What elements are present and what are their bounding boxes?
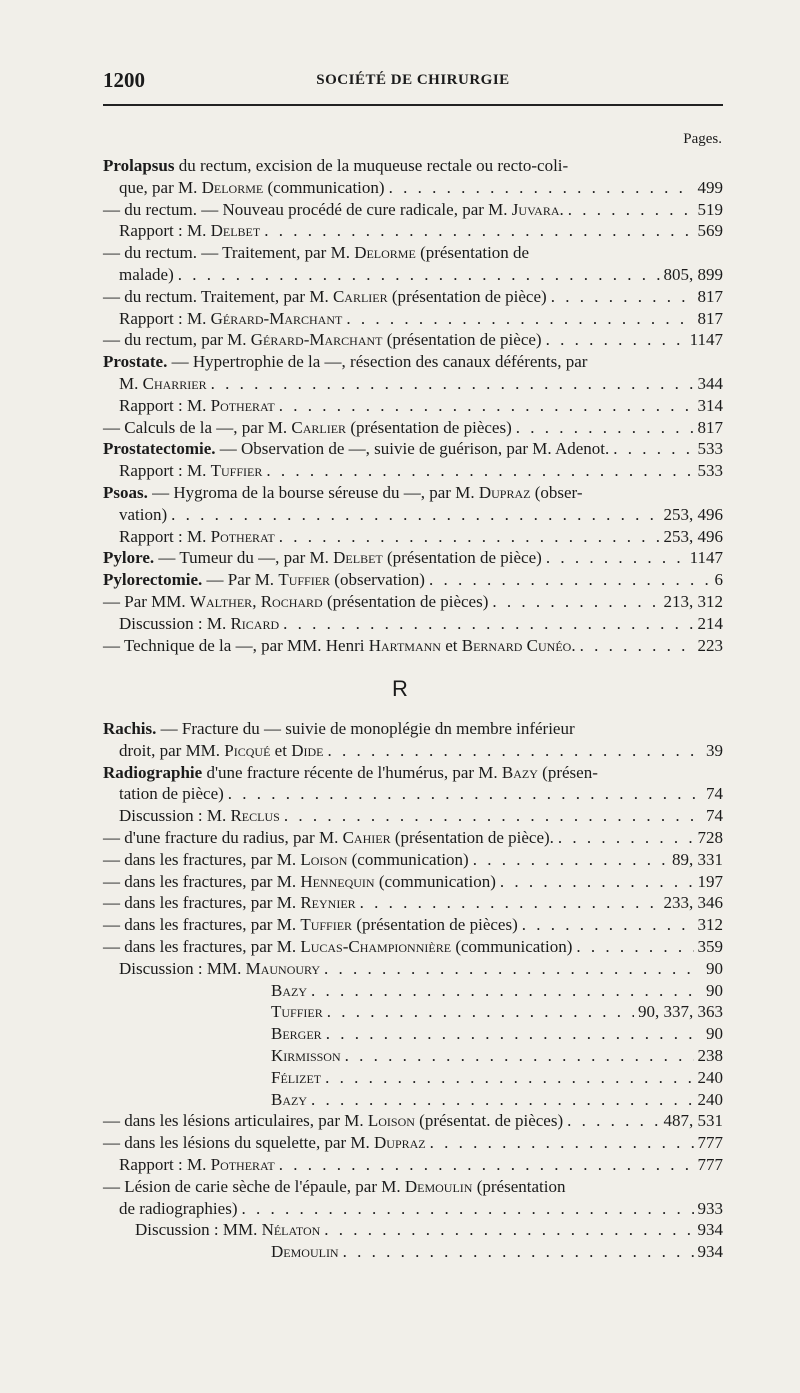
- entry-text: de radiographies): [119, 1198, 238, 1218]
- entry-pages: 213, 312: [663, 591, 723, 611]
- header-rule: [103, 104, 723, 106]
- entry-text: — du rectum. — Nouveau procédé de cure radicale, par M. Juvara.: [103, 199, 564, 219]
- index-entry: [103, 762, 723, 806]
- dot-leader: [311, 1089, 693, 1111]
- entry-text: Pylore. — Tumeur du —, par M. Delbet (présentation de pièce): [103, 548, 542, 568]
- entry-pages: 74: [706, 784, 723, 804]
- entry-pages: 533: [697, 439, 723, 459]
- entry-text: Discussion : M. Reclus: [119, 806, 280, 826]
- entry-text: — d'une fracture du radius, par M. Cahier (présentation de pièce).: [103, 827, 554, 847]
- entry-text: Demoulin: [271, 1242, 339, 1262]
- entry-text: — dans les fractures, par M. Loison (communication): [103, 849, 469, 869]
- entry-pages: 89, 331: [672, 849, 723, 869]
- index-entry: [103, 827, 723, 849]
- entry-pages: 777: [697, 1133, 723, 1153]
- index-entry: [103, 1067, 723, 1089]
- dot-leader: [311, 980, 702, 1002]
- entry-pages: 777: [697, 1154, 723, 1174]
- entry-text: — dans les fractures, par M. Hennequin (communication): [103, 871, 496, 891]
- entry-pages: 90: [706, 1024, 723, 1044]
- dot-leader: [473, 849, 668, 871]
- dot-leader: [522, 914, 694, 936]
- page-number: 1200: [103, 68, 145, 92]
- entry-text: M. Charrier: [119, 373, 207, 393]
- entry-pages: 1147: [689, 548, 723, 568]
- entry-text: — dans les fractures, par M. Tuffier (présentation de pièces): [103, 915, 518, 935]
- entry-pages: 933: [697, 1198, 723, 1218]
- index-entry: [103, 613, 723, 635]
- entry-pages: 90, 337, 363: [638, 1002, 723, 1022]
- index-entry: [103, 1089, 723, 1111]
- dot-leader: [343, 1241, 694, 1263]
- index-entry: [103, 718, 723, 762]
- entry-pages: 90: [706, 980, 723, 1000]
- index-entry: [103, 482, 723, 526]
- entry-text: Berger: [271, 1024, 322, 1044]
- entry-pages: 817: [697, 308, 723, 328]
- dot-leader: [516, 417, 694, 439]
- entry-pages: 240: [697, 1089, 723, 1109]
- entry-pages: 314: [697, 395, 723, 415]
- dot-leader: [500, 871, 694, 893]
- entry-text: — Lésion de carie sèche de l'épaule, par M. Demoulin (présentation: [103, 1176, 566, 1196]
- index-entry: [103, 805, 723, 827]
- dot-leader: [325, 1067, 693, 1089]
- dot-leader: [279, 1154, 694, 1176]
- entry-text: Prolapsus du rectum, excision de la muqueuse rectale ou recto-coli-: [103, 156, 569, 175]
- index-entry: [103, 286, 723, 308]
- entry-text: Rapport : M. Potherat: [119, 395, 275, 415]
- entry-pages: 817: [697, 417, 723, 437]
- dot-leader: [324, 958, 702, 980]
- dot-leader: [558, 827, 694, 849]
- index-section-r: [103, 718, 723, 1263]
- entry-pages: 805, 899: [663, 264, 723, 284]
- entry-text: Rapport : M. Potherat: [119, 1154, 275, 1174]
- dot-leader: [430, 1132, 694, 1154]
- entry-pages: 344: [697, 373, 723, 393]
- index-entry: [103, 980, 723, 1002]
- index-section-p: [103, 155, 723, 656]
- entry-pages: 6: [714, 570, 723, 590]
- entry-text: que, par M. Delorme (communication): [119, 177, 385, 197]
- dot-leader: [327, 1001, 634, 1023]
- entry-text: vation): [119, 504, 168, 524]
- index-entry: [103, 635, 723, 657]
- dot-leader: [266, 460, 693, 482]
- entry-text: Prostatectomie. — Observation de —, suivie de guérison, par M. Adenot.: [103, 439, 610, 459]
- dot-leader: [346, 308, 693, 330]
- entry-text: Discussion : M. Ricard: [119, 613, 280, 633]
- dot-leader: [327, 740, 702, 762]
- index-entry: [103, 1176, 723, 1220]
- dot-leader: [324, 1219, 693, 1241]
- entry-text: — du rectum, par M. Gérard-Marchant (présentation de pièce): [103, 330, 542, 350]
- entry-pages: 817: [697, 286, 723, 306]
- entry-pages: 519: [697, 199, 723, 219]
- entry-pages: 74: [706, 806, 723, 826]
- entry-text: Rachis. — Fracture du — suivie de monoplégie dn membre inférieur: [103, 719, 575, 738]
- entry-pages: 728: [697, 827, 723, 847]
- entry-pages: 197: [697, 871, 723, 891]
- dot-leader: [178, 264, 660, 286]
- dot-leader: [345, 1045, 694, 1067]
- index-entry: [103, 1154, 723, 1176]
- entry-text: Radiographie d'une fracture récente de l'humérus, par M. Bazy (présen-: [103, 762, 598, 782]
- dot-leader: [241, 1198, 693, 1220]
- index-entry: [103, 199, 723, 221]
- dot-leader: [551, 286, 694, 308]
- index-entry: [103, 1110, 723, 1132]
- entry-pages: 312: [697, 915, 723, 935]
- entry-text: — dans les lésions du squelette, par M. Dupraz: [103, 1133, 426, 1153]
- entry-text: Bazy: [271, 980, 308, 1000]
- entry-text: Rapport : M. Tuffier: [119, 461, 263, 481]
- dot-leader: [567, 1110, 659, 1132]
- dot-leader: [546, 329, 686, 351]
- entry-text: Kirmisson: [271, 1045, 341, 1065]
- dot-leader: [576, 936, 693, 958]
- index-entry: [103, 395, 723, 417]
- dot-leader: [211, 373, 694, 395]
- dot-leader: [284, 805, 702, 827]
- entry-text: — Par MM. Walther, Rochard (présentation de pièces): [103, 591, 489, 611]
- entry-text: — Technique de la —, par MM. Henri Hartmann et Bernard Cunéo.: [103, 635, 576, 655]
- entry-text: Félizet: [271, 1067, 322, 1087]
- entry-pages: 39: [706, 740, 723, 760]
- entry-pages: 253, 496: [663, 504, 723, 524]
- index-entry: [103, 460, 723, 482]
- entry-text: Tuffier: [271, 1002, 323, 1022]
- dot-leader: [360, 892, 660, 914]
- index-entry: [103, 936, 723, 958]
- index-entry: [103, 329, 723, 351]
- index-entry: [103, 892, 723, 914]
- index-entry: [103, 871, 723, 893]
- index-entry: [103, 914, 723, 936]
- entry-text: Bazy: [271, 1089, 308, 1109]
- entry-pages: 359: [697, 936, 723, 956]
- dot-leader: [283, 613, 693, 635]
- entry-pages: 934: [697, 1242, 723, 1262]
- dot-leader: [492, 591, 659, 613]
- section-letter: R: [392, 676, 408, 701]
- entry-text: — Calculs de la —, par M. Carlier (présentation de pièces): [103, 417, 512, 437]
- dot-leader: [613, 438, 693, 460]
- entry-pages: 533: [697, 461, 723, 481]
- index-entry: [103, 242, 723, 286]
- entry-text: — du rectum. — Traitement, par M. Delorme (présentation de: [103, 243, 530, 263]
- index-entry: [103, 1241, 723, 1263]
- entry-text: malade): [119, 264, 174, 284]
- running-title: SOCIÉTÉ DE CHIRURGIE: [316, 72, 510, 88]
- entry-pages: 1147: [689, 330, 723, 350]
- entry-pages: 499: [697, 177, 723, 197]
- entry-pages: 934: [697, 1220, 723, 1240]
- dot-leader: [389, 177, 694, 199]
- index-entry: [103, 569, 723, 591]
- dot-leader: [279, 526, 660, 548]
- index-entry: [103, 1023, 723, 1045]
- entry-pages: 238: [697, 1045, 723, 1065]
- entry-text: Rapport : M. Gérard-Marchant: [119, 308, 343, 328]
- page-header: [103, 68, 723, 92]
- entry-text: Prostate. — Hypertrophie de la —, résection des canaux déférents, par: [103, 352, 588, 372]
- index-entry: [103, 220, 723, 242]
- dot-leader: [171, 504, 659, 526]
- index-entry: [103, 1132, 723, 1154]
- index-entry: [103, 958, 723, 980]
- entry-text: Psoas. — Hygroma de la bourse séreuse du —, par M. Dupraz (obser-: [103, 482, 583, 502]
- index-entry: [103, 1219, 723, 1241]
- entry-text: Pylorectomie. — Par M. Tuffier (observation): [103, 570, 425, 590]
- index-entry: [103, 155, 723, 199]
- entry-pages: 253, 496: [663, 526, 723, 546]
- index-entry: [103, 417, 723, 439]
- entry-pages: 569: [697, 221, 723, 241]
- entry-pages: 214: [697, 613, 723, 633]
- dot-leader: [429, 569, 711, 591]
- dot-leader: [228, 783, 702, 805]
- index-entry: [103, 1001, 723, 1023]
- index-entry: [103, 308, 723, 330]
- dot-leader: [326, 1023, 702, 1045]
- entry-text: — dans les fractures, par M. Reynier: [103, 893, 356, 913]
- index-entry: [103, 438, 723, 460]
- dot-leader: [546, 547, 686, 569]
- entry-text: — dans les fractures, par M. Lucas-Championnière (communication): [103, 936, 573, 956]
- pages-column-label: Pages.: [683, 131, 722, 147]
- entry-text: Discussion : MM. Maunoury: [119, 958, 321, 978]
- entry-text: tation de pièce): [119, 784, 224, 804]
- entry-pages: 223: [697, 635, 723, 655]
- index-entry: [103, 1045, 723, 1067]
- entry-text: — du rectum. Traitement, par M. Carlier (présentation de pièce): [103, 286, 547, 306]
- dot-leader: [264, 220, 693, 242]
- entry-text: Rapport : M. Potherat: [119, 526, 275, 546]
- entry-text: — dans les lésions articulaires, par M. Loison (présentat. de pièces): [103, 1111, 564, 1131]
- entry-pages: 90: [706, 958, 723, 978]
- entry-text: droit, par MM. Picqué et Dide: [119, 740, 324, 760]
- index-entry: [103, 849, 723, 871]
- index-entry: [103, 591, 723, 613]
- entry-text: Rapport : M. Delbet: [119, 221, 261, 241]
- index-entry: [103, 526, 723, 548]
- dot-leader: [580, 635, 694, 657]
- entry-pages: 233, 346: [663, 893, 723, 913]
- entry-text: Discussion : MM. Nélaton: [135, 1220, 321, 1240]
- index-entry: [103, 351, 723, 395]
- entry-pages: 240: [697, 1067, 723, 1087]
- entry-pages: 487, 531: [663, 1111, 723, 1131]
- index-entry: [103, 547, 723, 569]
- dot-leader: [279, 395, 694, 417]
- dot-leader: [568, 199, 694, 221]
